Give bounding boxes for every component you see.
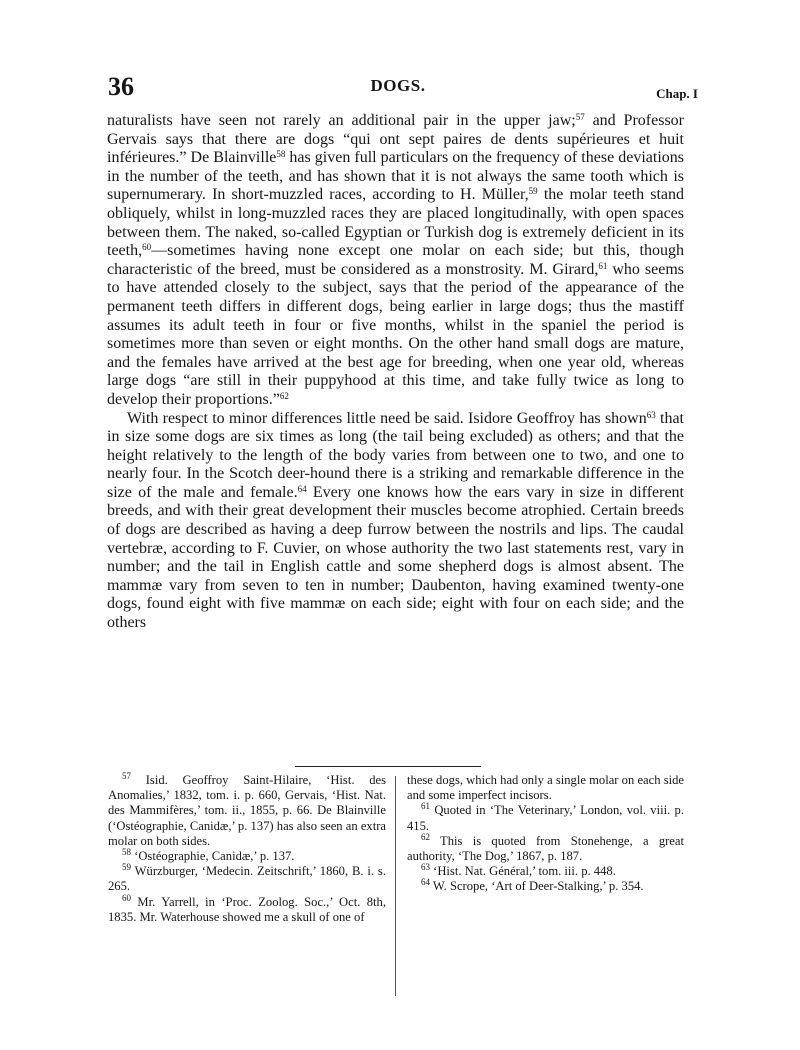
footnote-number: 61 [421,801,430,812]
footnote-text: Isid. Geoffroy Saint-Hilaire, ‘Hist. des Anomalies,’ 1832, tom. i. p. 660, Gervais, ‘Hist. Nat. des Mammifères,’ tom. ii., 1855, p. 66. De Blainville (‘Ostéographie, Canidæ,’ p. 137) has also seen an extra molar on both sides. [108,773,386,848]
footnote-text: This is quoted from Stonehenge, a great authority, ‘The Dog,’ 1867, p. 187. [407,833,684,864]
page-number: 36 [108,72,134,101]
footnote [108,864,386,894]
footnote-marker: 58 [276,149,286,160]
text-run: that in size some dogs are six times as long (the tail being excluded) as others; and that the height relatively to the length of the body varies from between one to two, and one to nearly four. In the Scotch deer-hound there is a striking and remarkable difference in the size of the male and female. [107,409,685,501]
running-title: DOGS. [370,76,426,95]
paragraph [107,112,684,410]
footnote-number: 59 [122,862,131,873]
footnote-divider [295,766,481,767]
footnote-number: 58 [122,847,131,858]
chapter-tag: Chap. I [656,86,698,101]
footnote-marker: 62 [279,390,289,401]
footnote-marker: 59 [528,186,538,197]
footnote-marker: 64 [297,483,307,494]
footnote-number: 62 [421,831,430,842]
footnotes-right-column [407,773,684,895]
footnote [108,892,386,925]
footnote-text: Würzburger, ‘Medecin. Zeitschrift,’ 1860, B. i. s. 265. [108,864,386,894]
footnote-marker: 61 [598,260,608,271]
footnote [407,879,684,894]
text-run: who seems to have attended closely to the subject, says that the period of the appearance of the permanent teeth differs in different dogs, being earlier in large dogs; thus the mastiff assumes its adult teeth in four or five months, whilst in the spaniel the period is sometimes more than seven or eight months. On the other hand small dogs are mature, and the females have arrived at the best age for breeding, when one year old, whereas large dogs “are still in their puppyhood at this time, and take fully twice as long to develop their proportions.” [107,260,684,408]
text-run: and Professor Gervais says that there are dogs “qui ont sept paires de dents supérieures et huit inférieures.” De Blainville [107,112,684,167]
footnote-text: ‘Ostéographie, Canidæ,’ p. 137. [131,849,295,864]
running-head [108,70,698,110]
text-run: Every one knows how the ears vary in size in different breeds, and with their great development their muscles become atrophied. Certain breeds of dogs are described as having a deep furrow between the nostrils and lips. The caudal vertebræ, according to F. Cuvier, on whose authority the two last statements rest, vary in number; and the tail in English cattle and some shepherd dogs is almost absent. The mammæ vary from seven to ten in number; Daubenton, having examined twenty-one dogs, found eight with five mammæ on each side; eight with four on each side; and the others [107,483,684,632]
text-run: the molar teeth stand obliquely, whilst in long-muzzled races they are placed longitudinally, with open spaces between them. The naked, so-called Egyptian or Turkish dog is extremely deficient in its teeth, [107,186,685,260]
body-text [107,112,684,633]
footnote [407,831,684,864]
paragraph [107,410,684,633]
footnote-number: 63 [421,862,430,873]
text-run: —sometimes having none except one molar on each side; but this, though characteristic of the breed, must be considered as a monstrosity. M. Girard, [107,242,684,278]
footnote-number: 64 [421,877,430,888]
footnotes-left-column [108,773,386,925]
footnote-number: 57 [122,771,131,781]
footnote-text: ‘Hist. Nat. Général,’ tom. iii. p. 448. [430,864,616,879]
footnote-text: W. Scrope, ‘Art of Deer-Stalking,’ p. 354. [430,879,644,894]
footnote-marker: 63 [646,409,656,420]
text-run: naturalists have seen not rarely an additional pair in the upper jaw; [107,112,576,129]
footnote [108,773,386,849]
footnote-text: Mr. Yarrell, in ‘Proc. Zoolog. Soc.,’ Oct. 8th, 1835. Mr. Waterhouse showed me a skull of one of [108,894,386,924]
footnote [407,803,684,833]
footnote-text: Quoted in ‘The Veterinary,’ London, vol. viii. p. 415. [407,803,684,833]
column-divider [395,776,396,996]
footnote-marker: 60 [142,242,152,253]
footnote-continuation: these dogs, which had only a single molar on each side and some imperfect incisors. [407,773,684,803]
footnote-number: 60 [122,892,131,903]
footnote [108,849,386,864]
footnote [407,864,684,879]
text-run: has given full particulars on the frequency of these deviations in the number of the teeth, and has shown that it is not always the same tooth which is supernumerary. In short-muzzled races, according to H. Müller, [107,149,685,204]
text-run: With respect to minor differences little need be said. Isidore Geoffroy has shown [127,409,647,427]
footnote-marker: 57 [575,112,585,122]
